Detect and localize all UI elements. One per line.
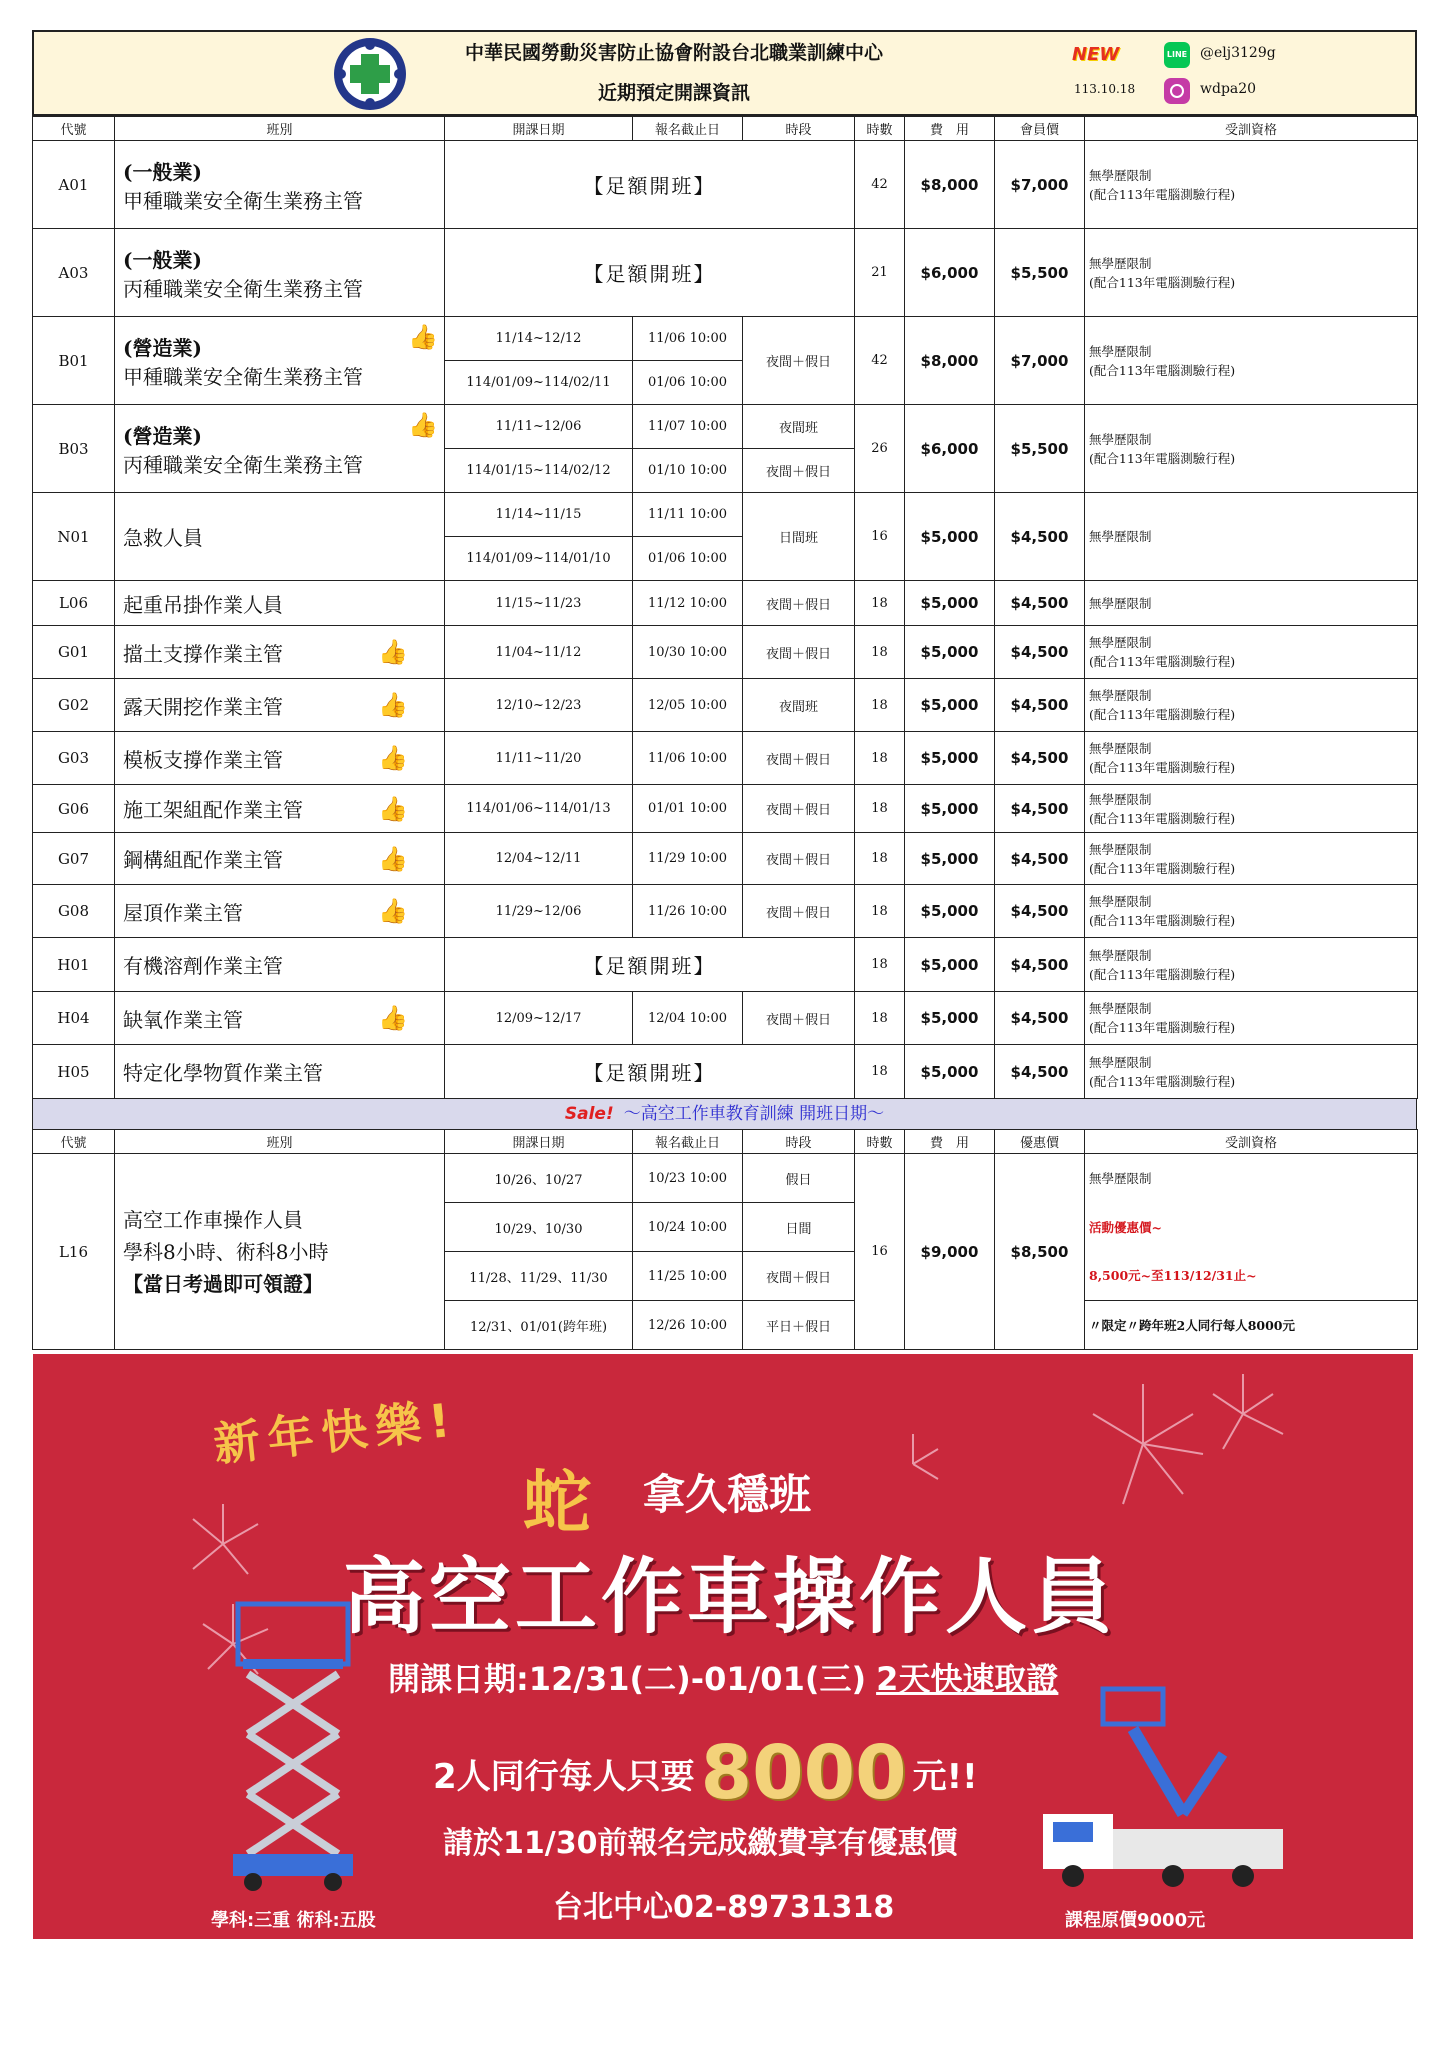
course-table	[32, 116, 1418, 1099]
new-badge: NEW	[1072, 44, 1120, 65]
table-row: G02 露天開挖作業主管 👍 12/10~12/23 12/05 10:00 夜間班 18 $5,000 $4,500 無學歷限制 (配合113年電腦測驗行程)	[33, 679, 1418, 732]
header-date: 113.10.18	[1074, 82, 1136, 96]
thumbs-up-icon: 👍	[378, 691, 408, 719]
banner-date: 開課日期:12/31(二)-01/01(三) 2天快速取證	[388, 1660, 1059, 1698]
thumbs-up-icon: 👍	[408, 323, 438, 351]
thumbs-up-icon: 👍	[408, 411, 438, 439]
table-row: 114/01/09~114/02/11 01/06 10:00	[33, 361, 1418, 405]
instagram-icon	[1164, 78, 1190, 104]
table-row: H01 有機溶劑作業主管 【足額開班】 18 $5,000 $4,500 無學歷限制 (配合113年電腦測驗行程)	[33, 938, 1418, 992]
thumbs-up-icon: 👍	[378, 897, 408, 925]
aerial-table	[32, 1129, 1418, 1350]
thumbs-up-icon: 👍	[378, 794, 408, 823]
sale-title: ～高空工作車教育訓練 開班日期～	[623, 1104, 885, 1124]
table-row: G06 施工架組配作業主管 👍 114/01/06~114/01/13 01/01 10:00 夜間＋假日 18 $5,000 $4,500 無學歷限制 (配合113年電腦測驗行程)	[33, 785, 1418, 833]
banner-original-price: 課程原價9000元	[1065, 1910, 1206, 1931]
line-icon: LINE	[1164, 42, 1190, 68]
table-row: G07 鋼構組配作業主管 👍 12/04~12/11 11/29 10:00 夜間＋假日 18 $5,000 $4,500 無學歷限制 (配合113年電腦測驗行程)	[33, 833, 1418, 885]
banner-title: 高空工作車操作人員	[343, 1550, 1118, 1645]
line-id[interactable]: @elj3129g	[1200, 45, 1276, 61]
table-row: H05 特定化學物質作業主管 【足額開班】 18 $5,000 $4,500 無學歷限制 (配合113年電腦測驗行程)	[33, 1045, 1418, 1099]
org-name: 中華民國勞動災害防止協會附設台北職業訓練中心	[464, 42, 883, 64]
promo-banner	[33, 1354, 1413, 1939]
table-row: A03 (一般業) 丙種職業安全衛生業務主管 【足額開班】 21 $6,000 $5,500 無學歷限制 (配合113年電腦測驗行程)	[33, 229, 1418, 317]
table-row: B03 (營造業) 丙種職業安全衛生業務主管 👍 11/11~12/06 11/07 10:00 夜間班 26 $6,000 $5,500 無學歷限制 (配合113年電腦測驗行程)	[33, 405, 1418, 449]
new-year-greeting: 新年快樂!	[211, 1392, 461, 1472]
table-row: 114/01/09~114/01/10 01/06 10:00	[33, 537, 1418, 581]
banner-slogan: 拿久穩班	[643, 1470, 812, 1519]
table-row: 12/31、01/01(跨年班) 12/26 10:00 平日＋假日 〃限定〃跨年班2人同行每人8000元	[33, 1301, 1418, 1350]
table-header: 代號 班別 開課日期 報名截止日 時段 時數 費 用 會員價 受訓資格	[33, 117, 1418, 141]
table-row: G08 屋頂作業主管 👍 11/29~12/06 11/26 10:00 夜間＋假日 18 $5,000 $4,500 無學歷限制 (配合113年電腦測驗行程)	[33, 885, 1418, 938]
table-row: 114/01/15~114/02/12 01/10 10:00 夜間＋假日	[33, 449, 1418, 493]
table-row: G01 擋土支撐作業主管 👍 11/04~11/12 10/30 10:00 夜間＋假日 18 $5,000 $4,500 無學歷限制 (配合113年電腦測驗行程)	[33, 626, 1418, 679]
table-row: N01 急救人員 11/14~11/15 11/11 10:00 日間班 16 $5,000 $4,500 無學歷限制	[33, 493, 1418, 537]
banner-price: 2人同行每人只要8000 元!!	[433, 1730, 978, 1816]
table-row: G03 模板支撐作業主管 👍 11/11~11/20 11/06 10:00 夜間＋假日 18 $5,000 $4,500 無學歷限制 (配合113年電腦測驗行程)	[33, 732, 1418, 785]
scissor-lift-illustration	[233, 1604, 353, 1891]
table-header: 代號 班別 開課日期 報名截止日 時段 時數 費 用 優惠價 受訓資格	[33, 1130, 1418, 1154]
table-row: B01 (營造業) 甲種職業安全衛生業務主管 👍 11/14~12/12 11/06 10:00 夜間＋假日 42 $8,000 $7,000 無學歷限制 (配合113年電腦測驗行程)	[33, 317, 1418, 361]
thumbs-up-icon: 👍	[378, 638, 408, 666]
boom-truck-illustration	[1043, 1689, 1283, 1887]
schedule-page	[32, 30, 1417, 1350]
banner-phone[interactable]: 台北中心02-89731318	[553, 1890, 895, 1925]
banner-deadline: 請於11/30前報名完成繳費享有優惠價	[443, 1826, 958, 1861]
table-row: L16 高空工作車操作人員 學科8小時、術科8小時 【當日考過即可領證】 10/26、10/27 10/23 10:00 假日 16 $9,000 $8,500 無學歷限制	[33, 1154, 1418, 1203]
sale-tag: Sale!	[564, 1104, 614, 1124]
thumbs-up-icon: 👍	[378, 1004, 408, 1032]
logo-icon	[334, 38, 406, 110]
table-row: L06 起重吊掛作業人員 11/15~11/23 11/12 10:00 夜間＋假日 18 $5,000 $4,500 無學歷限制	[33, 581, 1418, 626]
sale-banner-bar	[32, 1099, 1417, 1129]
instagram-id[interactable]: wdpa20	[1200, 81, 1257, 97]
snake-character: 蛇	[523, 1464, 592, 1543]
table-row: 11/28、11/29、11/30 11/25 10:00 夜間＋假日 8,500元~至113/12/31止~	[33, 1252, 1418, 1301]
page-subtitle: 近期預定開課資訊	[597, 82, 750, 104]
banner-location: 學科:三重 術科:五股	[211, 1910, 376, 1931]
header	[32, 30, 1417, 116]
table-row: 10/29、10/30 10/24 10:00 日間 活動優惠價~	[33, 1203, 1418, 1252]
table-row: H04 缺氧作業主管 👍 12/09~12/17 12/04 10:00 夜間＋假日 18 $5,000 $4,500 無學歷限制 (配合113年電腦測驗行程)	[33, 992, 1418, 1045]
thumbs-up-icon: 👍	[378, 744, 408, 772]
table-row: A01 (一般業) 甲種職業安全衛生業務主管 【足額開班】 42 $8,000 $7,000 無學歷限制 (配合113年電腦測驗行程)	[33, 141, 1418, 229]
thumbs-up-icon: 👍	[378, 844, 408, 873]
